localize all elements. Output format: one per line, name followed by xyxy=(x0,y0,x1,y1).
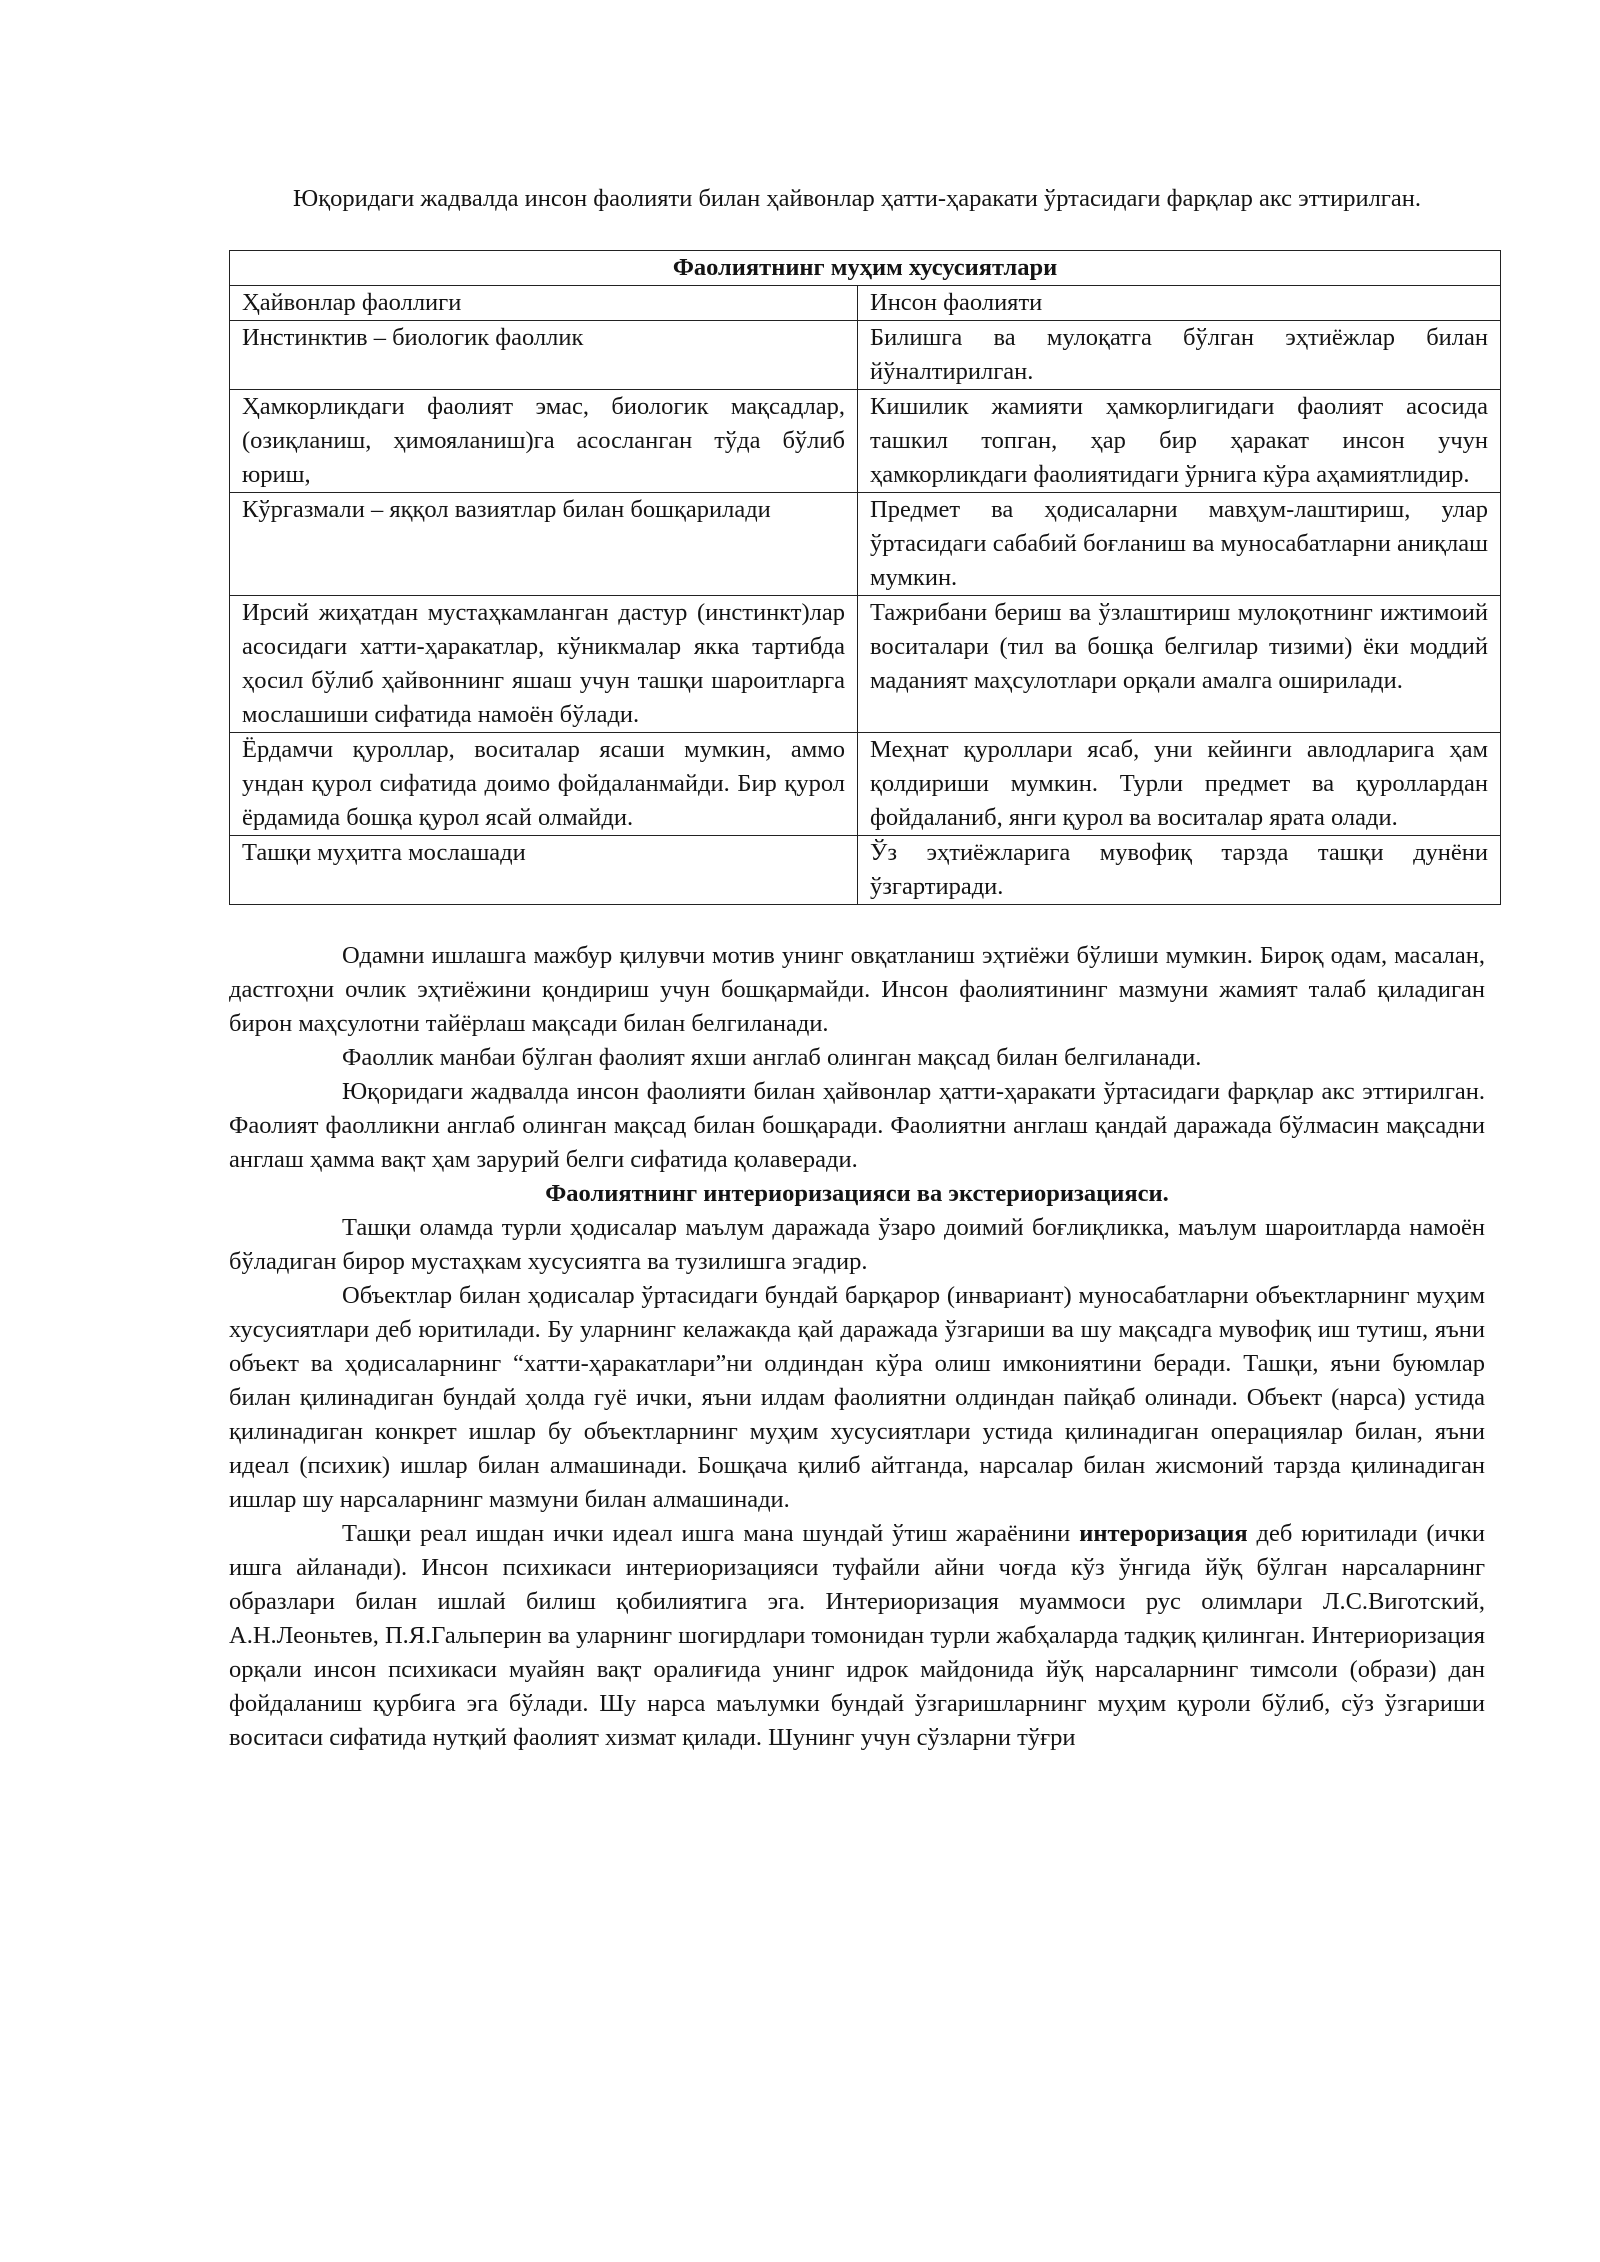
table-cell: Инстинктив – биологик фаоллик xyxy=(230,321,858,390)
paragraph: Одамни ишлашга мажбур қилувчи мотив унинг овқатланиш эҳтиёжи бўлиши мумкин. Бироқ одам, масалан, дастгоҳни очлик эҳтиёжини қондириш учун бошқармайди. Инсон фаолиятининг мазмуни жамият талаб қиладиган бирон маҳсулотни тайёрлаш мақсади билан белгиланади. xyxy=(229,942,1485,1037)
table-cell: Ташқи муҳитга мослашади xyxy=(230,836,858,905)
table-cell: Ирсий жиҳатдан мустаҳкамланган дастур (инстинкт)лар асосидаги хатти-ҳаракатлар, кўникмалар якка тартибда ҳосил бўлиб ҳайвоннинг яшаш учун ташқи шароитларга мослашиши сифатида намоён бўлади. xyxy=(230,596,858,733)
table-row xyxy=(230,390,1501,493)
table-cell: Тажрибани бериш ва ўзлаштириш мулоқотнинг ижтимоий воситалари (тил ва бошқа белгилар тизими) ёки моддий маданият маҳсулотлари орқали амалга оширилади. xyxy=(858,596,1501,733)
table-row xyxy=(230,596,1501,733)
comparison-table xyxy=(229,250,1501,905)
bold-term: интероризация xyxy=(1079,1520,1248,1547)
table-row xyxy=(230,493,1501,596)
body-text xyxy=(229,939,1485,1755)
section-heading: Фаолиятнинг интериоризацияси ва экстериоризацияси. xyxy=(545,1180,1169,1207)
table-row xyxy=(230,733,1501,836)
table-cell: Ҳамкорликдаги фаолият эмас, биологик мақсадлар, (озиқланиш, ҳимояланиш)га асосланган тўда бўлиб юриш, xyxy=(230,390,858,493)
table-header-row xyxy=(230,286,1501,321)
paragraph-text: Ташқи реал ишдан ички идеал ишга мана шундай ўтиш жараёнини xyxy=(342,1520,1080,1547)
paragraph-text: деб юритилади (ички ишга айланади). Инсон психикаси интериоризацияси туфайли айни чоғда кўз ўнгида йўқ бўлган нарсаларнинг образлари билан ишлай билиш қобилиятига эга. Интериоризация муаммоси рус олимлари Л.С.Виготский, А.Н.Леоньтев, П.Я.Гальперин ва уларнинг шогирдлари томонидан турли жабҳаларда тадқиқ қилинган. Интериоризация орқали инсон психикаси муайян вақт оралиғида унинг идрок майдонида йўқ нарсаларнинг тимсоли (образи) дан фойдаланиш қурбига эга бўлади. Шу нарса маълумки бундай ўзгаришларнинг муҳим қуроли бўлиб, сўз ўзгариши воситаси сифатида нутқий фаолият хизмат қилади. Шунинг учун сўзларни тўғри xyxy=(229,1520,1485,1751)
table-header-animals: Ҳайвонлар фаоллиги xyxy=(230,286,858,321)
paragraph xyxy=(229,1517,1485,1755)
table-title: Фаолиятнинг муҳим хусусиятлари xyxy=(230,251,1501,286)
table-cell: Ёрдамчи қуроллар, воситалар ясаши мумкин, аммо ундан қурол сифатида доимо фойдаланмайди. Бир қурол ёрдамида бошқа қурол ясай олмайди. xyxy=(230,733,858,836)
paragraph: Юқоридаги жадвалда инсон фаолияти билан ҳайвонлар ҳатти-ҳаракати ўртасидаги фарқлар акс эттирилган. Фаолият фаолликни англаб олинган мақсад билан бошқаради. Фаолиятни англаш қандай даражада бўлмасин мақсадни англаш ҳамма вақт ҳам зарурий белги сифатида қолаверади. xyxy=(229,1078,1485,1173)
table-cell: Меҳнат қуроллари ясаб, уни кейинги авлодларига ҳам қолдириши мумкин. Турли предмет ва қуроллардан фойдаланиб, янги қурол ва воситалар ярата олади. xyxy=(858,733,1501,836)
table-cell: Ўз эҳтиёжларига мувофиқ тарзда ташқи дунёни ўзгартиради. xyxy=(858,836,1501,905)
table-cell: Кўргазмали – яққол вазиятлар билан бошқарилади xyxy=(230,493,858,596)
table-header-human: Инсон фаолияти xyxy=(858,286,1501,321)
document-page xyxy=(229,182,1489,1755)
intro-text: Юқоридаги жадвалда инсон фаолияти билан ҳайвонлар ҳатти-ҳаракати ўртасидаги фарқлар акс эттирилган. xyxy=(293,185,1421,212)
table-cell: Кишилик жамияти ҳамкорлигидаги фаолият асосида ташкил топган, ҳар бир ҳаракат инсон учун ҳамкорликдаги фаолиятидаги ўрнига кўра аҳамиятлидир. xyxy=(858,390,1501,493)
paragraph: Ташқи оламда турли ҳодисалар маълум даражада ўзаро доимий боғлиқликка, маълум шароитларда намоён бўладиган бирор мустаҳкам хусусиятга ва тузилишга эгадир. xyxy=(229,1214,1485,1275)
table-row xyxy=(230,321,1501,390)
paragraph: Объектлар билан ҳодисалар ўртасидаги бундай барқарор (инвариант) муносабатларни объектларнинг муҳим хусусиятлари деб юритилади. Бу уларнинг келажакда қай даражада ўзгариши ва шу мақсадга мувофиқ иш тутиш, яъни объект ва ҳодисаларнинг “хатти-ҳаракатлари”ни олдиндан кўра олиш имкониятини беради. Ташқи, яъни буюмлар билан қилинадиган бундай ҳолда гуё ички, яъни илдам фаолиятни олдиндан пайқаб олинади. Объект (нарса) устида қилинадиган конкрет ишлар бу объектларнинг муҳим хусусиятлари устида қилинадиган операциялар билан, яъни идеал (психик) ишлар билан алмашинади. Бошқача қилиб айтганда, нарсалар билан жисмоний тарзда қилинадиган ишлар шу нарсаларнинг мазмуни билан алмашинади. xyxy=(229,1282,1485,1513)
table-cell: Билишга ва мулоқатга бўлган эҳтиёжлар билан йўналтирилган. xyxy=(858,321,1501,390)
paragraph: Фаоллик манбаи бўлган фаолият яхши англаб олинган мақсад билан белгиланади. xyxy=(342,1044,1202,1071)
table-cell: Предмет ва ҳодисаларни мавҳум-лаштириш, улар ўртасидаги сабабий боғланиш ва муносабатларни аниқлаш мумкин. xyxy=(858,493,1501,596)
table-row xyxy=(230,836,1501,905)
